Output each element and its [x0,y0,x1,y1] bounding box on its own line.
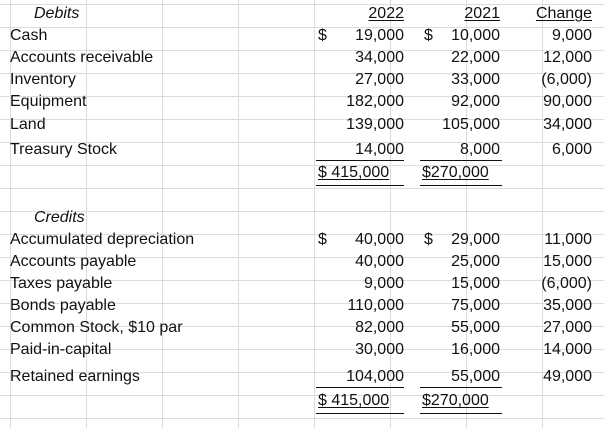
total-2021: $270,000 [422,164,489,181]
value-2021: 16,000 [451,341,500,358]
value-2022: 139,000 [346,116,404,133]
row-label: Paid-in-capital [10,341,112,358]
column-header-change: Change [535,5,592,22]
value-2022: 40,000 [355,231,404,248]
value-2022: 9,000 [363,275,404,292]
row-label: Accumulated depreciation [10,231,195,248]
value-change: 27,000 [543,319,592,336]
value-2021: 75,000 [451,297,500,314]
value-change: 6,000 [551,141,592,158]
value-2021: 22,000 [451,49,500,66]
subtotal-rule-2021 [420,160,502,161]
row-label: Treasury Stock [10,141,117,158]
value-change: 35,000 [543,297,592,314]
row-label: Accounts payable [10,253,137,270]
column-header-2021: 2021 [464,5,500,22]
total-2021: $270,000 [422,392,489,409]
value-change: (6,000) [541,275,592,292]
row-label: Inventory [10,71,76,88]
value-change: 14,000 [543,341,592,358]
value-2022: 40,000 [355,253,404,270]
row-label: Common Stock, $10 par [10,319,183,336]
total-double-rule-2021 [420,185,502,186]
total-double-rule-2022 [316,185,404,186]
total-double-rule-2022 [316,413,404,414]
row-label: Taxes payable [10,275,113,292]
value-2021: 55,000 [451,319,500,336]
value-2022: 182,000 [346,93,404,110]
value-change: 15,000 [543,253,592,270]
value-2021: 10,000 [451,27,500,44]
value-2021: 33,000 [451,71,500,88]
row-label: Land [10,116,46,133]
row-label: Accounts receivable [10,49,154,66]
value-2022: 82,000 [355,319,404,336]
value-2022: 104,000 [346,368,404,385]
value-2022: 14,000 [355,141,404,158]
value-2022: 30,000 [355,341,404,358]
row-label: Retained earnings [10,368,140,385]
total-2022: $ 415,000 [318,392,390,409]
row-label: Equipment [10,93,87,110]
value-2021: 15,000 [451,275,500,292]
value-change: 11,000 [544,231,592,248]
row-label: Bonds payable [10,297,116,314]
value-2021: 8,000 [459,141,500,158]
value-change: 49,000 [543,368,592,385]
value-2021: 55,000 [451,368,500,385]
total-2022: $ 415,000 [318,164,390,181]
value-2022: 27,000 [355,71,404,88]
subtotal-rule-2022 [316,387,404,388]
dollar-sign: $ [424,231,433,248]
credits-header: Credits [34,209,85,226]
debits-header: Debits [34,5,80,22]
value-change: 34,000 [543,116,592,133]
value-change: 9,000 [551,27,592,44]
row-label: Cash [10,27,48,44]
total-double-rule-2021 [420,413,502,414]
value-change: 90,000 [543,93,592,110]
value-2021: 105,000 [442,116,500,133]
value-2022: 19,000 [355,27,404,44]
dollar-sign: $ [424,27,433,44]
dollar-sign: $ [318,231,327,248]
column-header-2022: 2022 [368,5,404,22]
value-2021: 25,000 [451,253,500,270]
value-2022: 34,000 [355,49,404,66]
subtotal-rule-2021 [420,387,502,388]
value-change: (6,000) [541,71,592,88]
dollar-sign: $ [318,27,327,44]
value-2022: 110,000 [347,297,404,314]
value-2021: 29,000 [451,231,500,248]
subtotal-rule-2022 [316,160,404,161]
value-change: 12,000 [543,49,592,66]
value-2021: 92,000 [451,93,500,110]
